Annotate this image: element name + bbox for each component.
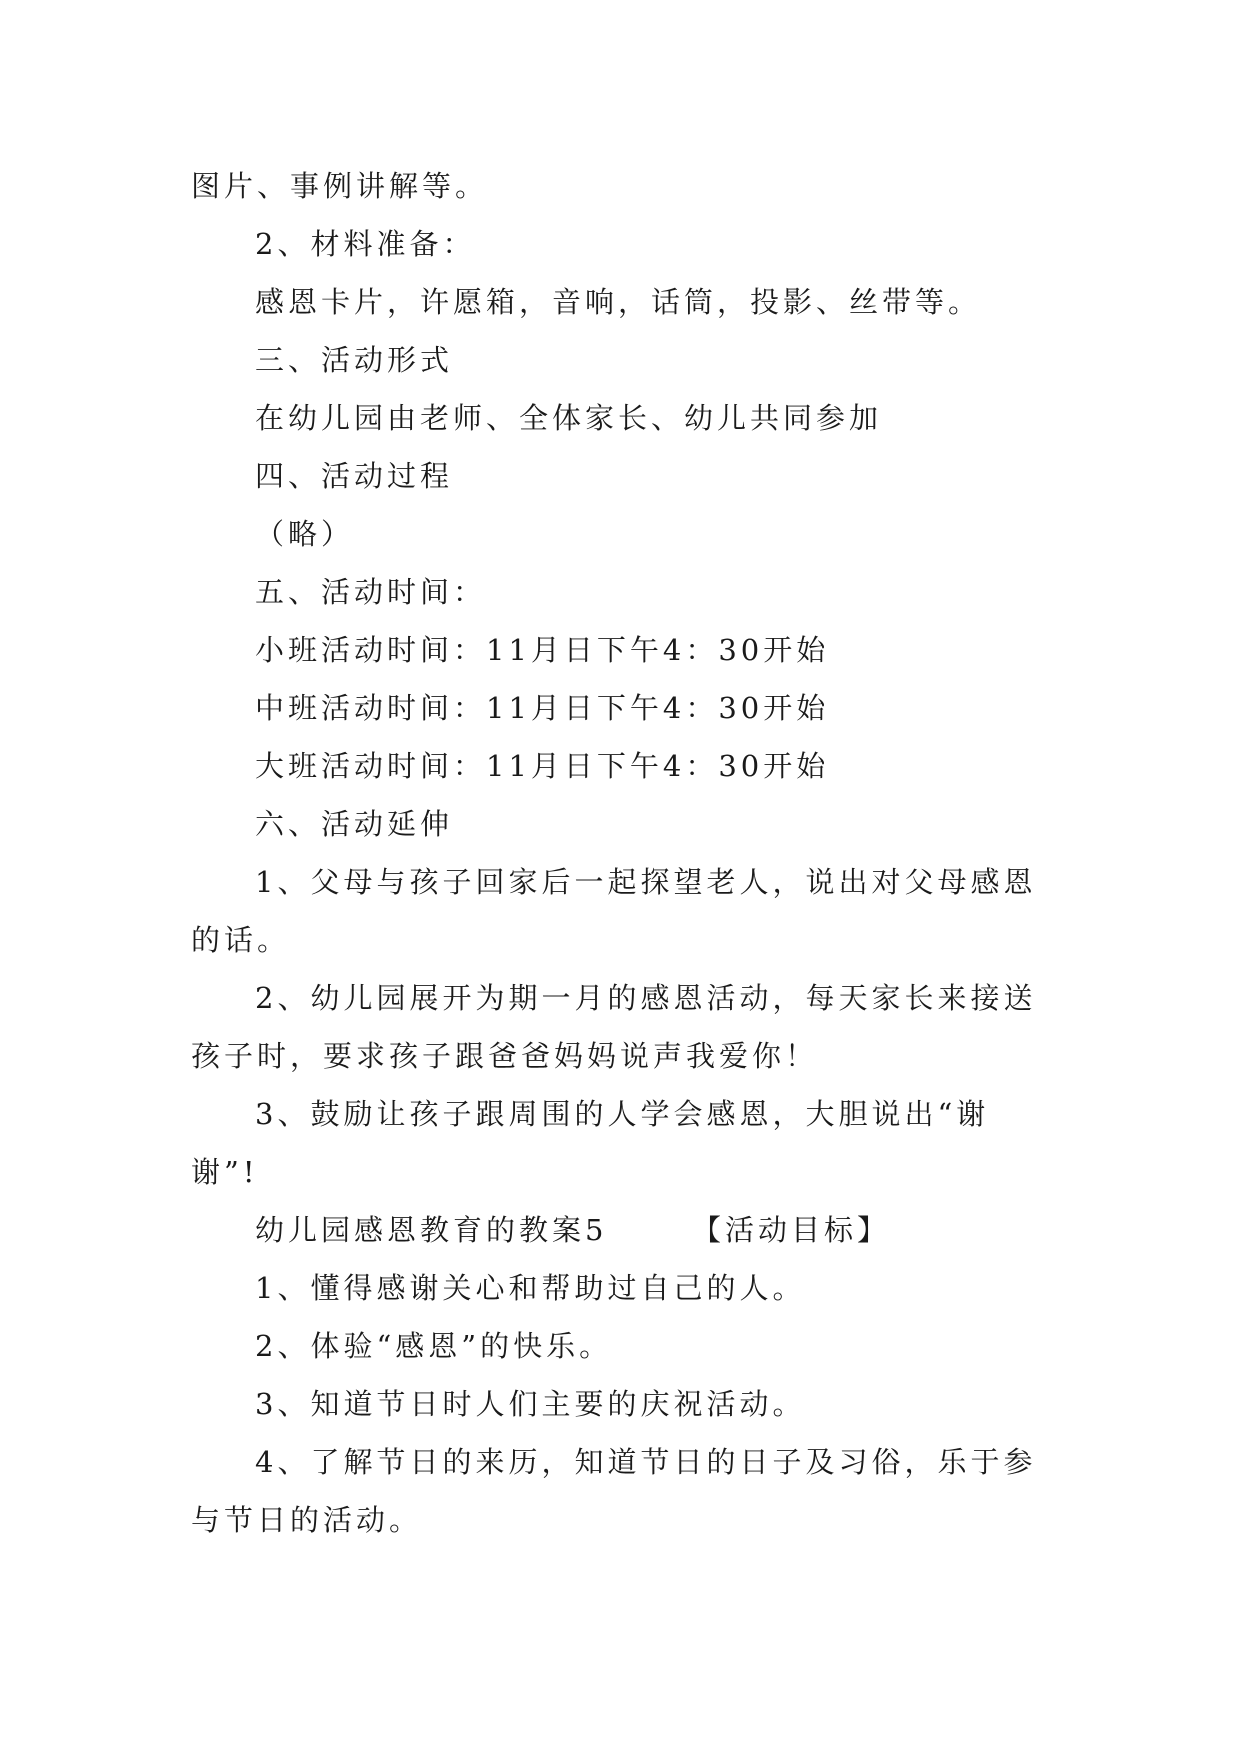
text-line: 图片、事例讲解等。	[191, 169, 489, 203]
section-heading: 三、活动形式	[255, 343, 454, 377]
text-line: 谢”!	[191, 1155, 259, 1189]
text-line: 孩子时，要求孩子跟爸爸妈妈说声我爱你！	[191, 1039, 819, 1073]
text-line: 1、懂得感谢关心和帮助过自己的人。	[255, 1271, 806, 1305]
section-heading: 四、活动过程	[255, 459, 454, 493]
text-line: 2、体验“感恩”的快乐。	[255, 1329, 613, 1363]
text-line: 4、了解节日的来历，知道节日的日子及习俗，乐于参	[255, 1445, 1037, 1479]
text-line: 中班活动时间：11月日下午4：30开始	[255, 691, 830, 725]
text-line: （略）	[255, 517, 355, 551]
text-line: 小班活动时间：11月日下午4：30开始	[255, 633, 830, 667]
text-line: 的话。	[191, 923, 291, 957]
text-line: 大班活动时间：11月日下午4：30开始	[255, 749, 830, 783]
text-line: 2、幼儿园展开为期一月的感恩活动，每天家长来接送	[255, 981, 1037, 1015]
section-heading: 五、活动时间：	[255, 575, 487, 609]
text-line: 3、鼓励让孩子跟周围的人学会感恩，大胆说出“谢	[255, 1097, 990, 1131]
text-line: 感恩卡片，许愿箱，音响，话筒，投影、丝带等。	[255, 285, 982, 319]
text-line: 2、材料准备：	[255, 227, 476, 261]
section-heading: 六、活动延伸	[255, 807, 454, 841]
text-line: 1、父母与孩子回家后一起探望老人，说出对父母感恩	[255, 865, 1037, 899]
text-line: 在幼儿园由老师、全体家长、幼儿共同参加	[255, 401, 883, 435]
text-line: 与节日的活动。	[191, 1503, 423, 1537]
text-line: 3、知道节日时人们主要的庆祝活动。	[255, 1387, 806, 1421]
section-heading: 幼儿园感恩教育的教案5 【活动目标】	[255, 1213, 890, 1247]
